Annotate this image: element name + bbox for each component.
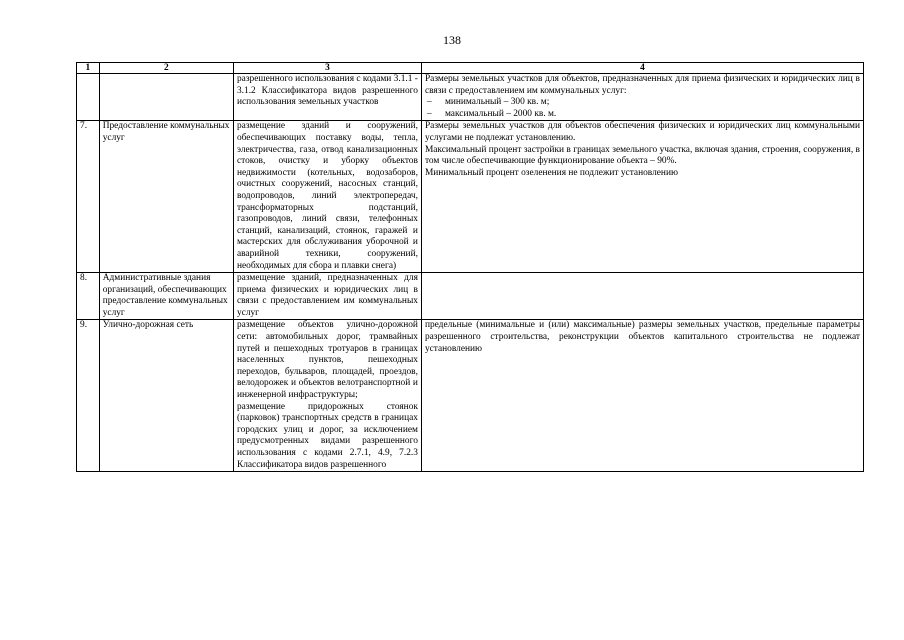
row-number: 7. [77, 121, 100, 273]
parameters-paragraph: Размеры земельных участков для объектов обеспечения физических и юридических лиц коммунальными услугами не подлежат установлению. [424, 121, 860, 143]
header-col-2: 2 [99, 63, 233, 74]
list-item: – максимальный – 2000 кв. м. [425, 109, 860, 121]
table-row [77, 320, 864, 472]
row-parameters [421, 273, 863, 320]
list-item: – минимальный – 300 кв. м; [425, 97, 860, 109]
table-row [77, 121, 864, 273]
parameters-paragraph: Минимальный процент озеленения не подлежит установлению [424, 167, 678, 178]
row-description [233, 320, 421, 472]
table-row [77, 273, 864, 320]
row-parameters [421, 121, 863, 273]
row-description [233, 74, 421, 121]
row-name [99, 74, 233, 121]
description-paragraph: размещение придорожных стоянок (парковок) транспортных средств в границах городских улиц и дорог, за исключением предусмотренных видами разрешенного использования с кодами 2.7.1, 4.9, 7.2.3 Классификатора видов разрешенного [236, 401, 418, 470]
row-name: Улично-дорожная сеть [99, 320, 233, 472]
header-col-3: 3 [233, 63, 421, 74]
parameters-paragraph: Размеры земельных участков для объектов, предназначенных для приема физических и юридических лиц в связи с предоставлением им коммунальных услуг: [424, 74, 860, 96]
description-paragraph: размещение зданий, предназначенных для приема физических и юридических лиц в связи с предоставлением им коммунальных услуг [236, 273, 418, 318]
row-parameters [421, 320, 863, 472]
description-paragraph: размещение объектов улично-дорожной сети: автомобильных дорог, трамвайных путей и пешеходных тротуаров в границах населенных пунктов, пешеходных переходов, бульваров, площадей, проездов, велодорожек и объектов велотранспортной и инженерной инфраструктуры; [236, 320, 418, 401]
header-col-4: 4 [421, 63, 863, 74]
row-number: 8. [77, 273, 100, 320]
table-row [77, 74, 864, 121]
parameters-paragraph: предельные (минимальные и (или) максимальные) размеры земельных участков, предельные параметры разрешенного строительства, реконструкции объектов капитального строительства не подлежат установлению [424, 320, 860, 354]
row-description [233, 121, 421, 273]
row-description [233, 273, 421, 320]
table-header-row [77, 63, 864, 74]
row-number [77, 74, 100, 121]
header-col-1: 1 [77, 63, 100, 74]
parameters-paragraph: Максимальный процент застройки в границах земельного участка, включая здания, строения, сооружения, в том числе обеспечивающие функционирование объекта – 90%. [424, 144, 860, 167]
row-parameters [421, 74, 863, 121]
parameters-list [425, 97, 860, 120]
row-name: Административные здания организаций, обеспечивающих предоставление коммунальных услуг [99, 273, 233, 320]
description-paragraph: размещение зданий и сооружений, обеспечивающих поставку воды, тепла, электричества, газа, отвод канализационных стоков, очистку и уборку объектов недвижимости (котельных, водозаборов, очистных сооружений, насосных станций, водопроводов, линий электропередач, трансформаторных подстанций, газопроводов, линий связи, телефонных станций, канализаций, стоянок, гаражей и мастерских для обслуживания уборочной и аварийной техники, сооружений, необходимых для сбора и плавки снега) [236, 121, 418, 271]
description-paragraph: разрешенного использования с кодами 3.1.1 - 3.1.2 Классификатора видов разрешенного использования земельных участков [236, 74, 418, 108]
row-name: Предоставление коммунальных услуг [99, 121, 233, 273]
row-number: 9. [77, 320, 100, 472]
regulations-table [76, 62, 864, 472]
page-number: 138 [443, 33, 461, 47]
